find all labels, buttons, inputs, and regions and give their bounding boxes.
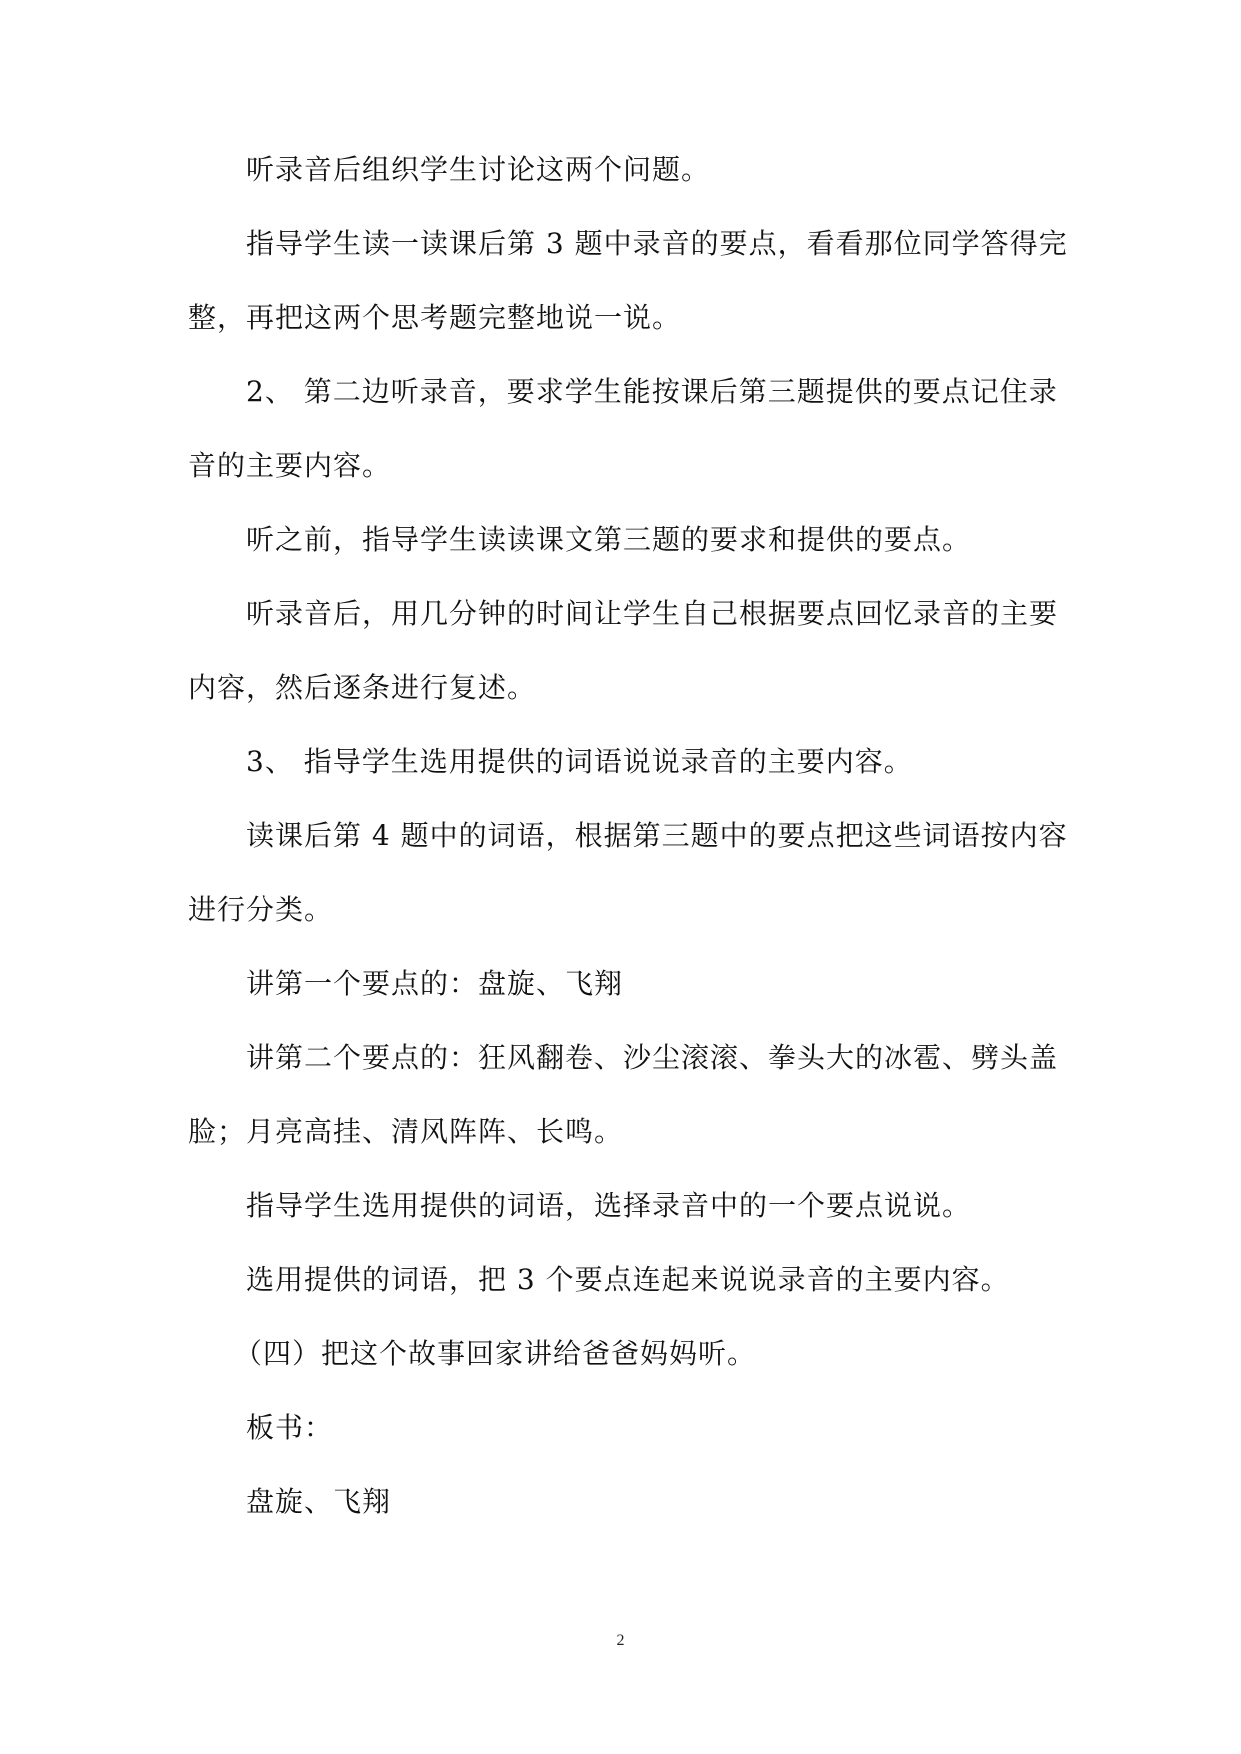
paragraph-line: 整，再把这两个思考题完整地说一说。 [188, 301, 682, 334]
paragraph-line: 听录音后组织学生讨论这两个问题。 [246, 153, 711, 186]
paragraph-line: 音的主要内容。 [188, 449, 392, 482]
paragraph-line: 选用提供的词语，把 3 个要点连起来说说录音的主要内容。 [246, 1263, 1010, 1296]
paragraph-line: 指导学生选用提供的词语，选择录音中的一个要点说说。 [246, 1189, 972, 1222]
paragraph-line: 讲第二个要点的：狂风翻卷、沙尘滚滚、拳头大的冰雹、劈头盖 [246, 1041, 1059, 1074]
paragraph-line: 听之前，指导学生读读课文第三题的要求和提供的要点。 [246, 523, 972, 556]
paragraph-line: 读课后第 4 题中的词语，根据第三题中的要点把这些词语按内容 [246, 819, 1068, 852]
paragraph-line: 进行分类。 [188, 893, 334, 926]
page-number: 2 [616, 1632, 625, 1649]
paragraph-line: 板书： [246, 1411, 334, 1444]
paragraph-line: （四）把这个故事回家讲给爸爸妈妈听。 [234, 1337, 757, 1370]
paragraph-line: 讲第一个要点的：盘旋、飞翔 [246, 967, 624, 1000]
paragraph-line: 2、 第二边听录音，要求学生能按课后第三题提供的要点记住录 [246, 375, 1058, 408]
paragraph-line: 脸；月亮高挂、清风阵阵、长鸣。 [188, 1115, 624, 1148]
paragraph-line: 盘旋、飞翔 [246, 1485, 392, 1518]
paragraph-line: 内容，然后逐条进行复述。 [188, 671, 537, 704]
paragraph-line: 3、 指导学生选用提供的词语说说录音的主要内容。 [246, 745, 913, 778]
paragraph-line: 指导学生读一读课后第 3 题中录音的要点，看看那位同学答得完 [246, 227, 1068, 260]
paragraph-line: 听录音后，用几分钟的时间让学生自己根据要点回忆录音的主要 [246, 597, 1059, 630]
